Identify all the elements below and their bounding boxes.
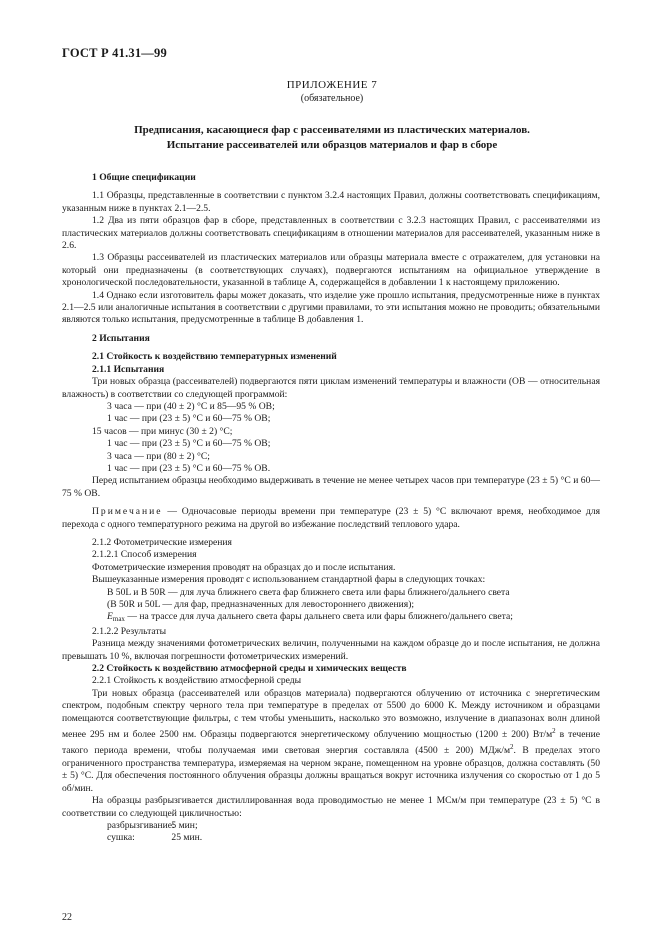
note-paragraph xyxy=(62,506,600,531)
results-paragraph: Разница между значениями фотометрических величин, полученными на каждом образце до и после испытания, не должна превышать 10 %, включая погрешности фотометрических измерений. xyxy=(62,638,600,662)
emax-subscript: max xyxy=(112,615,125,624)
dry-value: 25 мин. xyxy=(171,832,203,844)
dry-cycle-line xyxy=(62,832,600,844)
cycle-step-3: 15 часов — при минус (30 ± 2) °С; xyxy=(92,425,233,437)
photometric-paragraph: Фотометрические измерения проводят на образцах до и после испытания. xyxy=(92,561,396,573)
appendix-status: (обязательное) xyxy=(300,93,364,104)
appendix-label: ПРИЛОЖЕНИЕ 7 xyxy=(286,79,378,91)
superscript-2-first: 2 xyxy=(552,727,556,736)
subsection-2-1-2-2-heading: 2.1.2.2 Результаты xyxy=(92,625,167,637)
subsection-2-2-1-heading: 2.2.1 Стойкость к воздействию атмосферной среды xyxy=(92,675,302,687)
measurement-point-2 xyxy=(62,611,600,625)
radiation-text-c: . В пределах этого ограниченного пространства температура, измеряемая на черном экране, помещенном на уровне образцов, должна составлять (50 ± 5) °С. Для обеспечения постоянного облучения образцы должны вращаться вокруг источника излучения со скоростью от 1 до 5 об/мин. xyxy=(62,745,600,794)
subsection-2-1-heading: 2.1 Стойкость к воздействию температурных изменений xyxy=(92,351,337,363)
paragraph-1-1: 1.1 Образцы, представленные в соответствии с пунктом 3.2.4 настоящих Правил, должны соответствовать спецификациям, указанным ниже в пунктах 2.1—2.5. xyxy=(62,190,600,214)
spray-paragraph: На образцы разбрызгивается дистиллированная вода проводимостью не менее 1 МСм/м при температуре (23 ± 5) °С в соответствии со следующей цикличностью: xyxy=(62,795,600,819)
spray-value: 5 мин; xyxy=(171,819,198,831)
measurement-point-1-note: (В 50R и 50L — для фар, предназначенных для левостороннего движения); xyxy=(107,599,415,610)
standard-designation: ГОСТ Р 41.31—99 xyxy=(62,46,167,60)
conditioning-paragraph: Перед испытанием образцы необходимо выдерживать в течение не менее четырех часов при температуре (23 ± 5) °С и 60—75 % ОВ. xyxy=(62,475,600,499)
radiation-paragraph xyxy=(62,688,600,795)
measurement-point-1: В 50L и В 50R — для луча ближнего света фар ближнего света или фары ближнего/дальнего света xyxy=(107,586,510,598)
paragraph-1-2: 1.2 Два из пяти образцов фар в сборе, представленных в соответствии с 3.2.3 настоящих Правил, с рассеивателями из пластических материалов должны соответствовать спецификациям в отношении материалов для рассеивателей, указанным ниже в 2.6. xyxy=(62,215,600,252)
cycle-step-5: 3 часа — при (80 ± 2) °С; xyxy=(107,450,210,462)
note-text: — Одночасовые периоды времени при температуре (23 ± 5) °С включают время, необходимое для перехода с одного температурного режима на другой во избежание последствий теплового удара. xyxy=(62,506,600,530)
measurement-point-2-text: — на трассе для луча дальнего света фары дальнего света или фары ближнего/дальнего света; xyxy=(124,611,513,623)
emax-symbol: E xyxy=(107,611,113,623)
subsection-2-1-2-heading: 2.1.2 Фотометрические измерения xyxy=(92,536,232,548)
cycle-step-6: 1 час — при (23 ± 5) °С и 60—75 % ОВ. xyxy=(107,462,271,474)
radiation-text-a: Три новых образца (рассеивателей или образцов материала) подвергаются облучению от источника с энергетическим спектром, подобным спектру черного тела при температуре в пределах от 5500 до 6000 К. Между источником и образцами помещаются соответствующие фильтры, с тем чтобы уменьшить, насколько это возможно, излучение в диапазонах волн длиной менее 295 нм и более 2500 нм. Образцы подвергаются энергетическому облучению мощностью (1200 ± 200) Вт/м xyxy=(62,687,600,741)
paragraph-1-3: 1.3 Образцы рассеивателей из пластических материалов или образцы материала вместе с отражателем, для установки на который они предназначены (в соответствующих случаях), подвергаются испытаниям на официальное утверждение в хронологической последовательности, указанной в таблице А, содержащейся в добавлении 1 к настоящему приложению. xyxy=(62,252,600,289)
paragraph-1-4: 1.4 Однако если изготовитель фары может доказать, что изделие уже прошло испытания, предусмотренные ниже в пунктах 2.1—2.5 или аналогичные испытания в соответствии с другими правилами, то эти испытания можно не проводить; обязательными являются только испытания, предусмотренные в таблице В добавления 1. xyxy=(62,289,600,326)
document-body xyxy=(62,168,600,845)
measurement-points-intro: Вышеуказанные измерения проводят с использованием стандартной фары в следующих точках: xyxy=(92,574,486,586)
dry-label: сушка: xyxy=(107,832,135,844)
cycle-step-1: 3 часа — при (40 ± 2) °С и 85—95 % ОВ; xyxy=(107,400,275,412)
appendix-title-line-2: Испытание рассеивателей или образцов материалов и фар в сборе xyxy=(166,139,498,151)
note-label: Примечание xyxy=(92,506,163,518)
radiation-text-b: в течение такого периода времени, чтобы получаемая ими световая энергия составляла (4500 ± 200) МДж/м xyxy=(62,729,600,757)
cycle-step-2: 1 час — при (23 ± 5) °С и 60—75 % ОВ; xyxy=(107,413,271,425)
subsection-2-1-2-1-heading: 2.1.2.1 Способ измерения xyxy=(92,549,197,561)
spray-cycle-line xyxy=(62,820,600,832)
subsection-2-2-heading: 2.2 Стойкость к воздействию атмосферной среды и химических веществ xyxy=(92,663,407,675)
section-2-heading: 2 Испытания xyxy=(92,332,150,344)
superscript-2-second: 2 xyxy=(510,743,514,752)
spray-label: разбрызгивание: xyxy=(107,819,175,831)
cycle-step-4: 1 час — при (23 ± 5) °С и 60—75 % ОВ; xyxy=(107,438,271,450)
section-1-heading: 1 Общие спецификации xyxy=(92,172,196,183)
page-number: 22 xyxy=(62,912,72,923)
subsection-2-1-1-heading: 2.1.1 Испытания xyxy=(92,363,165,375)
cycles-paragraph: Три новых образца (рассеивателей) подвергаются пяти циклам изменений температуры и влажности (ОВ — относительная влажность) в соответствии со следующей программой: xyxy=(62,376,600,400)
appendix-title-line-1: Предписания, касающиеся фар с рассеивателями из пластических материалов. xyxy=(134,124,530,136)
